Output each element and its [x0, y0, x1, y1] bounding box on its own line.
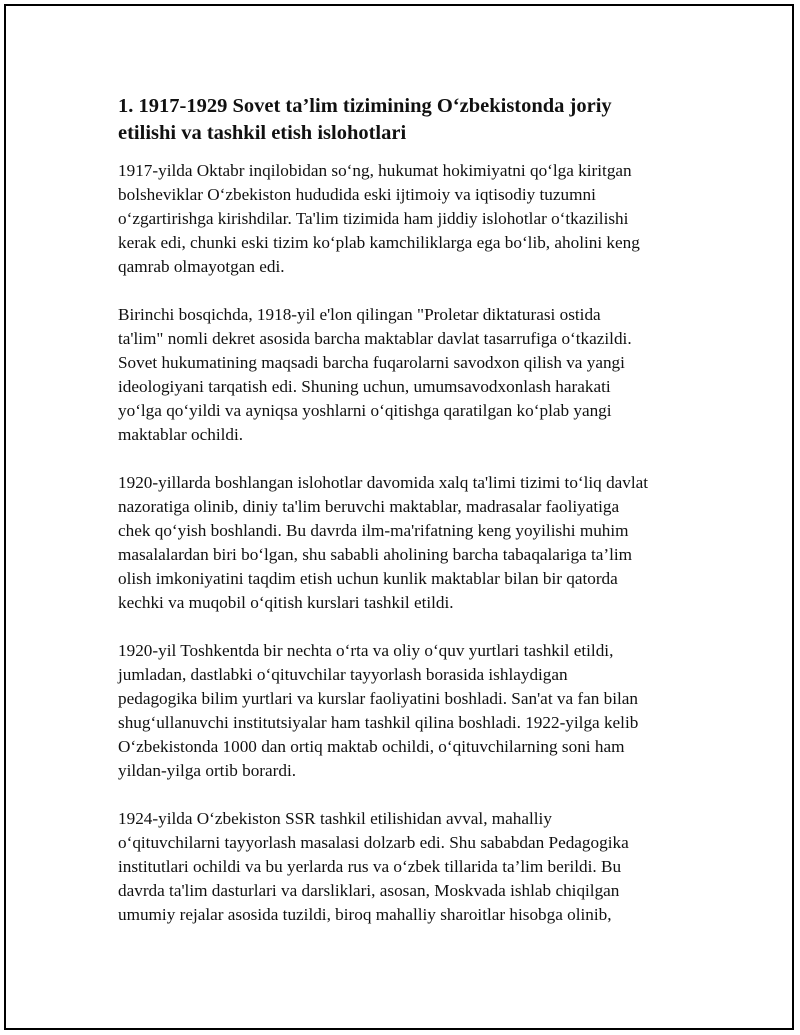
- text-line: O‘zbekistonda 1000 dan ortiq maktab ochildi, o‘qituvchilarning soni ham: [118, 737, 625, 756]
- paragraph: [118, 639, 698, 783]
- title-line: etilishi va tashkil etish islohotlari: [118, 122, 407, 144]
- text-line: yo‘lga qo‘yildi va ayniqsa yoshlarni o‘qitishga qaratilgan ko‘plab yangi: [118, 401, 612, 420]
- text-line: maktablar ochildi.: [118, 425, 244, 444]
- text-line: olish imkoniyatini taqdim etish uchun kunlik maktablar bilan bir qatorda: [118, 569, 618, 588]
- text-line: ta'lim" nomli dekret asosida barcha maktablar davlat tasarrufiga o‘tkazildi.: [118, 329, 632, 348]
- text-line: pedagogika bilim yurtlari va kurslar faoliyatini boshladi. San'at va fan bilan: [118, 689, 639, 708]
- paragraph: [118, 303, 698, 447]
- text-line: 1917-yilda Oktabr inqilobidan so‘ng, hukumat hokimiyatni qo‘lga kiritgan: [118, 161, 632, 180]
- text-line: umumiy rejalar asosida tuzildi, biroq mahalliy sharoitlar hisobga olinib,: [118, 905, 612, 924]
- text-line: 1924-yilda O‘zbekiston SSR tashkil etilishidan avval, mahalliy: [118, 809, 552, 828]
- title-line: 1. 1917-1929 Sovet ta’lim tizimining O‘zbekistonda joriy: [118, 95, 612, 117]
- text-line: Sovet hukumatining maqsadi barcha fuqarolarni savodxon qilish va yangi: [118, 353, 625, 372]
- text-line: shug‘ullanuvchi institutsiyalar ham tashkil qilina boshladi. 1922-yilga kelib: [118, 713, 639, 732]
- paragraph: [118, 471, 698, 615]
- text-line: davrda ta'lim dasturlari va darsliklari, asosan, Moskvada ishlab chiqilgan: [118, 881, 620, 900]
- text-line: jumladan, dastlabki o‘qituvchilar tayyorlash borasida ishlaydigan: [118, 665, 568, 684]
- text-line: kechki va muqobil o‘qitish kurslari tashkil etildi.: [118, 593, 454, 612]
- document-body: [118, 93, 698, 951]
- text-line: institutlari ochildi va bu yerlarda rus va o‘zbek tillarida ta’lim berildi. Bu: [118, 857, 622, 876]
- text-line: o‘zgartirishga kirishdilar. Ta'lim tizimida ham jiddiy islohotlar o‘tkazilishi: [118, 209, 629, 228]
- text-line: bolsheviklar O‘zbekiston hududida eski ijtimoiy va iqtisodiy tuzumni: [118, 185, 596, 204]
- text-line: nazoratiga olinib, diniy ta'lim beruvchi maktablar, madrasalar faoliyatiga: [118, 497, 620, 516]
- paragraph: [118, 159, 698, 279]
- text-line: qamrab olmayotgan edi.: [118, 257, 285, 276]
- text-line: o‘qituvchilarni tayyorlash masalasi dolzarb edi. Shu sababdan Pedagogika: [118, 833, 629, 852]
- text-line: Birinchi bosqichda, 1918-yil e'lon qilingan "Proletar diktaturasi ostida: [118, 305, 601, 324]
- text-line: masalalardan biri bo‘lgan, shu sababli aholining barcha tabaqalariga ta’lim: [118, 545, 633, 564]
- text-line: ideologiyani tarqatish edi. Shuning uchun, umumsavodxonlash harakati: [118, 377, 611, 396]
- text-line: yildan-yilga ortib borardi.: [118, 761, 297, 780]
- paragraph: [118, 807, 698, 927]
- text-line: 1920-yillarda boshlangan islohotlar davomida xalq ta'limi tizimi to‘liq davlat: [118, 473, 649, 492]
- text-line: chek qo‘yish boshlandi. Bu davrda ilm-ma'rifatning keng yoyilishi muhim: [118, 521, 629, 540]
- document-title: [118, 93, 698, 147]
- text-line: 1920-yil Toshkentda bir nechta o‘rta va oliy o‘quv yurtlari tashkil etildi,: [118, 641, 614, 660]
- text-line: kerak edi, chunki eski tizim ko‘plab kamchiliklarga ega bo‘lib, aholini keng: [118, 233, 640, 252]
